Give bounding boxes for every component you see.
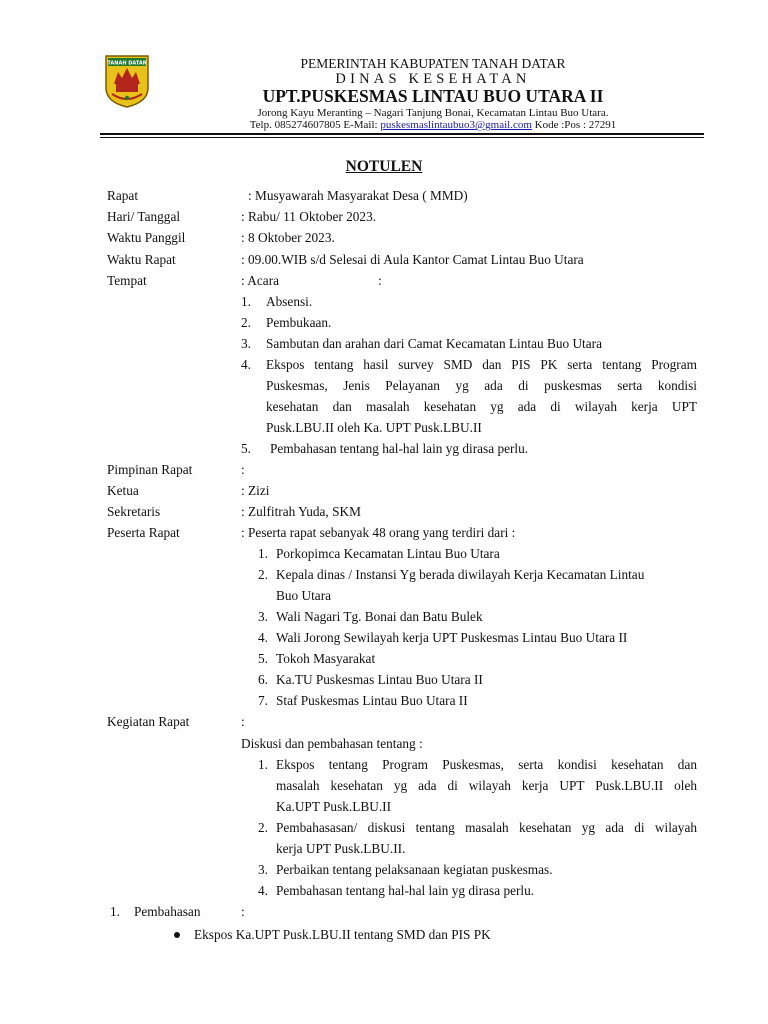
acara-num: 3. xyxy=(241,336,251,351)
peserta-num: 7. xyxy=(258,693,268,708)
waktu-rapat-value: : 09.00.WIB s/d Selesai di Aula Kantor Camat Lintau Buo Utara xyxy=(241,252,584,267)
kegiatan-item: Pembahasan tentang hal-hal lain yg dirasa perlu. xyxy=(276,883,535,898)
peserta-item: Staf Puskesmas Lintau Buo Utara II xyxy=(276,693,468,708)
header-institution: UPT.PUSKESMAS LINTAU BUO UTARA II xyxy=(262,86,604,106)
ketua-label: Ketua xyxy=(107,483,139,498)
header-department: DINAS KESEHATAN xyxy=(335,71,531,87)
acara-num: 1. xyxy=(241,294,251,309)
tempat-value: : Acara xyxy=(241,273,280,288)
acara-item-line: Puskesmas, Jenis Pelayanan yg ada di puskesmas serta kondisi xyxy=(266,378,697,393)
pimpinan-rapat-colon: : xyxy=(241,462,245,477)
header-divider-thin xyxy=(100,137,704,138)
header-phone: Telp. 085274607805 E-Mail: xyxy=(249,119,381,131)
peserta-rapat-label: Peserta Rapat xyxy=(107,525,180,540)
peserta-num: 5. xyxy=(258,651,268,666)
peserta-item: Tokoh Masyarakat xyxy=(276,651,376,666)
acara-num: 4. xyxy=(241,357,251,372)
pembahasan-bullet-item: Ekspos Ka.UPT Pusk.LBU.II tentang SMD dan PIS PK xyxy=(194,927,491,942)
acara-num: 5. xyxy=(241,441,251,456)
header-email-link[interactable]: puskesmaslintaubuo3@gmail.com xyxy=(380,119,532,131)
peserta-item: Wali Jorong Sewilayah kerja UPT Puskesmas Lintau Buo Utara II xyxy=(276,630,628,645)
kegiatan-item-line: Ka.UPT Pusk.LBU.II xyxy=(276,799,391,814)
document-title: NOTULEN xyxy=(345,158,423,175)
kegiatan-item-line: Pembahasasan/ diskusi tentang masalah kesehatan yg ada di wilayah xyxy=(276,820,697,835)
peserta-num: 6. xyxy=(258,672,268,687)
bullet-icon xyxy=(174,932,180,938)
pembahasan-colon: : xyxy=(241,904,245,919)
waktu-rapat-label: Waktu Rapat xyxy=(107,252,176,267)
kegiatan-rapat-label: Kegiatan Rapat xyxy=(107,714,190,729)
peserta-item: Porkopimca Kecamatan Lintau Buo Utara xyxy=(276,546,500,561)
peserta-num: 3. xyxy=(258,609,268,624)
pembahasan-label: Pembahasan xyxy=(134,904,201,919)
kegiatan-item-line: Ekspos tentang Program Puskesmas, serta kondisi kesehatan dan xyxy=(276,757,697,772)
peserta-rapat-value: : Peserta rapat sebanyak 48 orang yang terdiri dari : xyxy=(241,525,516,540)
kegiatan-num: 2. xyxy=(258,820,268,835)
acara-item-line: kesehatan dan masalah kesehatan yg ada di wilayah kerja UPT xyxy=(266,399,697,414)
kegiatan-item-line: kerja UPT Pusk.LBU.II. xyxy=(276,841,406,856)
header-contact xyxy=(0,119,768,131)
pembahasan-num: 1. xyxy=(110,904,120,919)
logo-text: TANAH DATAR xyxy=(107,60,147,67)
acara-item-line: Pusk.LBU.II oleh Ka. UPT Pusk.LBU.II xyxy=(266,420,482,435)
acara-item-line: Ekspos tentang hasil survey SMD dan PIS PK serta tentang Program xyxy=(266,357,697,372)
peserta-item: Kepala dinas / Instansi Yg berada diwilayah Kerja Kecamatan Lintau xyxy=(276,567,645,582)
peserta-num: 4. xyxy=(258,630,268,645)
ketua-value: : Zizi xyxy=(241,483,270,498)
rapat-value: : Musyawarah Masyarakat Desa ( MMD) xyxy=(248,188,468,203)
kegiatan-num: 1. xyxy=(258,757,268,772)
acara-num: 2. xyxy=(241,315,251,330)
kegiatan-num: 4. xyxy=(258,883,268,898)
header-government: PEMERINTAH KABUPATEN TANAH DATAR xyxy=(300,56,566,71)
kegiatan-intro: Diskusi dan pembahasan tentang : xyxy=(241,736,423,751)
pimpinan-rapat-label: Pimpinan Rapat xyxy=(107,462,193,477)
acara-item: Sambutan dan arahan dari Camat Kecamatan Lintau Buo Utara xyxy=(266,336,602,351)
waktu-panggil-label: Waktu Panggil xyxy=(107,230,186,245)
tempat-label: Tempat xyxy=(107,273,147,288)
kegiatan-item: Perbaikan tentang pelaksanaan kegiatan puskesmas. xyxy=(276,862,553,877)
acara-item: Pembukaan. xyxy=(266,315,332,330)
acara-item: Pembahasan tentang hal-hal lain yg dirasa perlu. xyxy=(270,441,529,456)
peserta-num: 1. xyxy=(258,546,268,561)
hari-tanggal-value: : Rabu/ 11 Oktober 2023. xyxy=(241,209,377,224)
peserta-item-continuation: Buo Utara xyxy=(276,588,332,603)
header-address: Jorong Kayu Meranting – Nagari Tanjung Bonai, Kecamatan Lintau Buo Utara. xyxy=(257,107,609,119)
kegiatan-rapat-colon: : xyxy=(241,714,245,729)
acara-item: Absensi. xyxy=(266,294,313,309)
kegiatan-num: 3. xyxy=(258,862,268,877)
sekretaris-value: : Zulfitrah Yuda, SKM xyxy=(241,504,361,519)
tempat-colon: : xyxy=(378,273,382,288)
kegiatan-item-line: masalah kesehatan yg ada di wilayah kerja UPT Pusk.LBU.II oleh xyxy=(276,778,697,793)
hari-tanggal-label: Hari/ Tanggal xyxy=(107,209,181,224)
rapat-label: Rapat xyxy=(107,188,139,203)
sekretaris-label: Sekretaris xyxy=(107,504,161,519)
peserta-num: 2. xyxy=(258,567,268,582)
waktu-panggil-value: : 8 Oktober 2023. xyxy=(241,230,335,245)
peserta-item: Ka.TU Puskesmas Lintau Buo Utara II xyxy=(276,672,483,687)
header-divider-thick xyxy=(100,133,704,135)
peserta-item: Wali Nagari Tg. Bonai dan Batu Bulek xyxy=(276,609,483,624)
header-postal-code: Kode :Pos : 27291 xyxy=(531,119,617,131)
